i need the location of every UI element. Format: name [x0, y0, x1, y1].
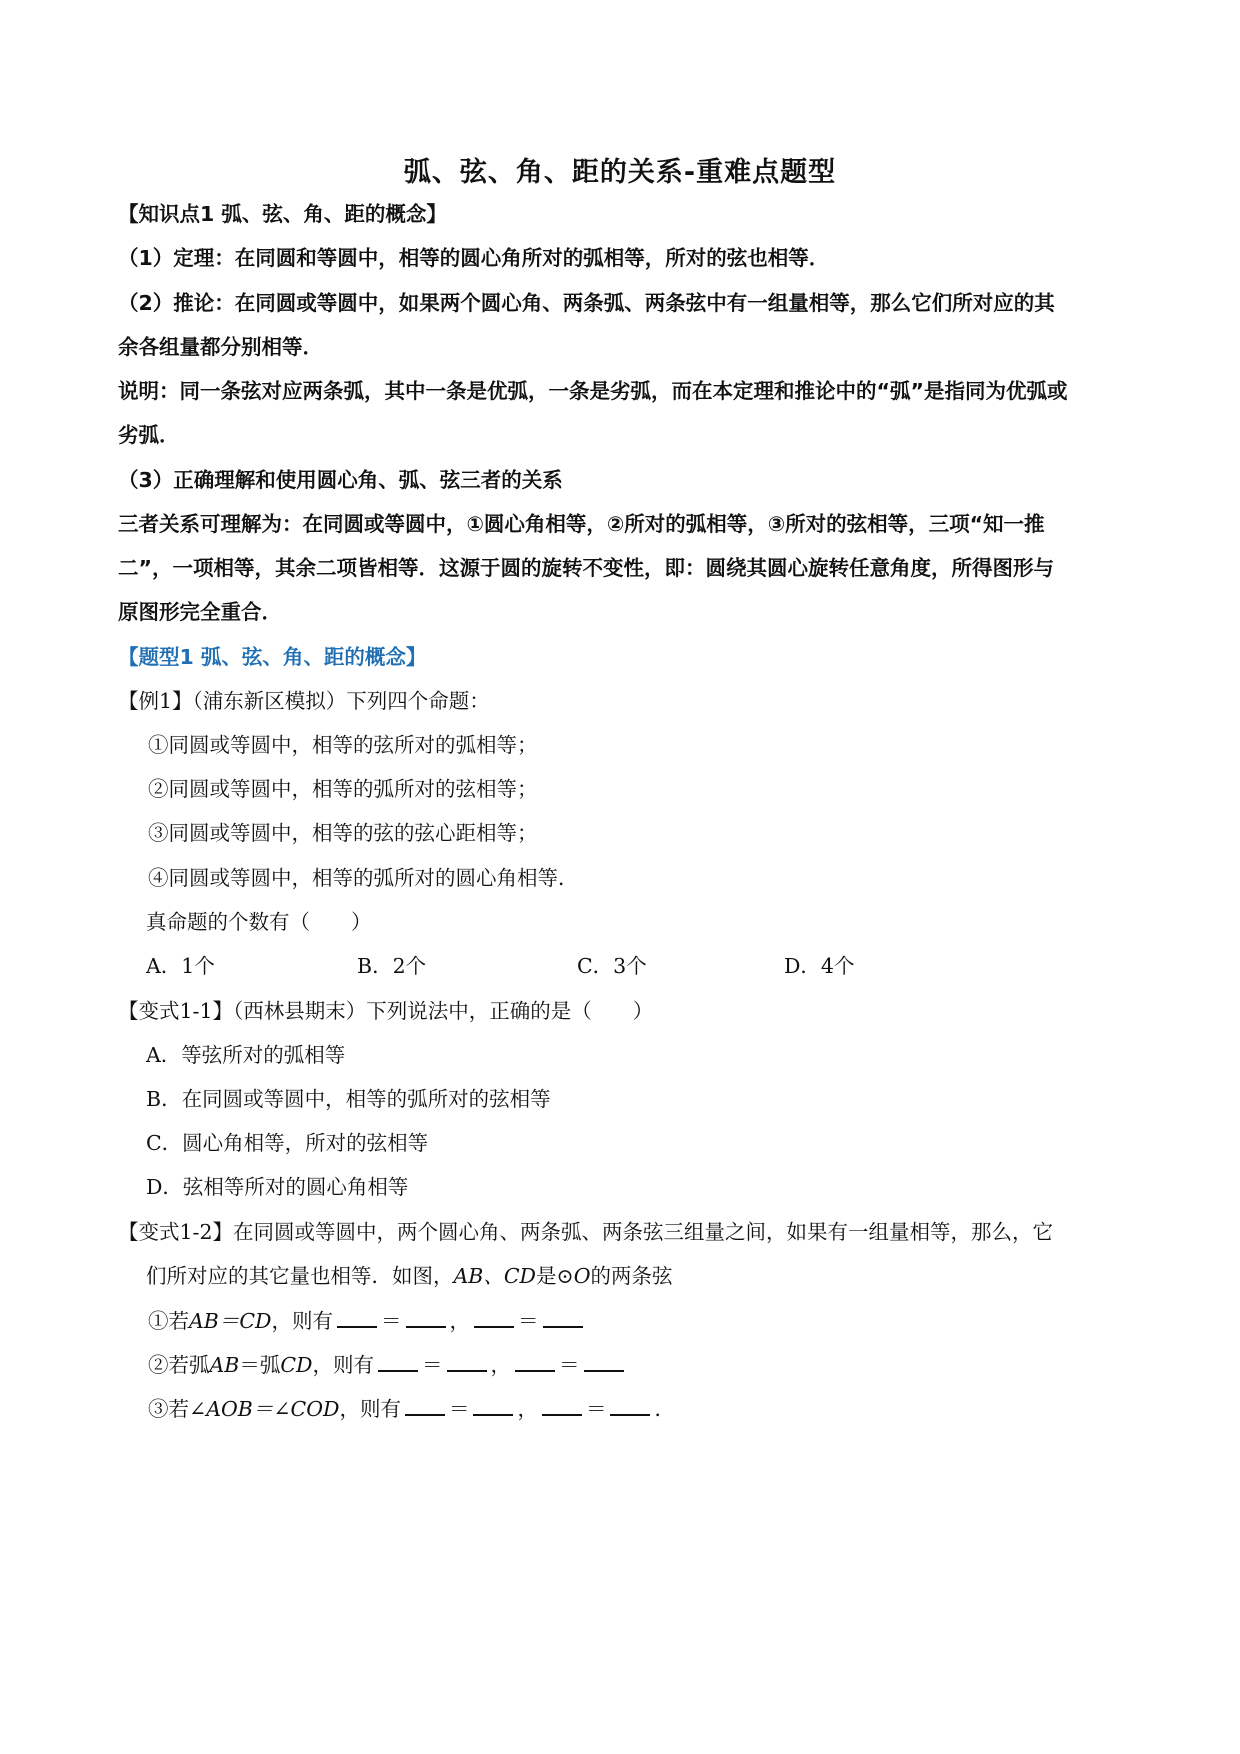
- variant-1-2-stem-1: 【变式1-2】在同圆或等圆中，两个圆心角、两条弧、两条弦三组量之间，如果有一组量相等，那么，它: [118, 1220, 1054, 1244]
- math-expression: AB、CD: [453, 1264, 536, 1288]
- condition-text: ③若∠: [148, 1397, 207, 1421]
- condition-text: ，则有: [339, 1397, 401, 1421]
- question-type-heading: 【题型1 弧、弦、角、距的概念】: [118, 645, 427, 669]
- option-d: D．4个: [784, 954, 855, 978]
- example-1-item: ①同圆或等圆中，相等的弦所对的弧相等；: [148, 733, 538, 757]
- example-1-item: ②同圆或等圆中，相等的弧所对的弦相等；: [148, 777, 538, 801]
- condition-text: ＝弧: [239, 1353, 281, 1377]
- stem-text: 们所对应的其它量也相等．如图，: [146, 1264, 454, 1288]
- equals-sign: ＝: [559, 1353, 580, 1377]
- option-a: A．1个: [146, 954, 215, 978]
- condition-text: ②若弧: [148, 1353, 210, 1377]
- comma: ，: [490, 1353, 511, 1377]
- fill-line-1: [148, 1306, 587, 1335]
- comma: ，: [449, 1309, 470, 1333]
- relation-text-1: 三者关系可理解为：在同圆或等圆中，①圆心角相等，②所对的弧相等，③所对的弦相等，三项“知一推: [118, 512, 1045, 536]
- answer-blank[interactable]: [406, 1306, 446, 1328]
- condition-text: ，则有: [271, 1309, 333, 1333]
- option-c: C．圆心角相等，所对的弦相等: [146, 1131, 429, 1155]
- answer-blank[interactable]: [378, 1350, 418, 1372]
- math-expression: CD: [280, 1353, 313, 1377]
- equals-sign: ＝: [518, 1309, 539, 1333]
- example-1-item: ③同圆或等圆中，相等的弦的弦心距相等；: [148, 821, 538, 845]
- condition-text: ，则有: [312, 1353, 374, 1377]
- fill-line-3: [148, 1394, 675, 1423]
- comma: ，: [517, 1397, 538, 1421]
- note-text-2: 劣弧．: [118, 423, 180, 447]
- option-b: B．2个: [357, 954, 427, 978]
- answer-blank[interactable]: [405, 1394, 445, 1416]
- page-title: 弧、弦、角、距的关系-重难点题型: [403, 157, 837, 188]
- option-c: C．3个: [577, 954, 647, 978]
- corollary-text-2: 余各组量都分别相等．: [118, 335, 323, 359]
- answer-blank[interactable]: [447, 1350, 487, 1372]
- fill-line-2: [148, 1350, 628, 1379]
- relation-text-2: 二”，一项相等，其余二项皆相等．这源于圆的旋转不变性，即：圆绕其圆心旋转任意角度，所得图形与: [118, 556, 1054, 580]
- math-expression: O: [573, 1264, 591, 1288]
- option-b: B．在同圆或等圆中，相等的弧所对的弦相等: [146, 1087, 551, 1111]
- condition-text: ①若: [148, 1309, 189, 1333]
- answer-blank[interactable]: [610, 1394, 650, 1416]
- option-d: D．弦相等所对的圆心角相等: [146, 1175, 409, 1199]
- answer-blank[interactable]: [474, 1306, 514, 1328]
- stem-text: 的两条弦: [590, 1264, 673, 1288]
- period: ．: [654, 1397, 675, 1421]
- math-expression: AB＝CD: [189, 1309, 272, 1333]
- answer-blank[interactable]: [473, 1394, 513, 1416]
- answer-blank[interactable]: [515, 1350, 555, 1372]
- variant-1-1-stem: 【变式1-1】（西林县期末）下列说法中，正确的是（ ）: [118, 999, 654, 1023]
- equals-sign: ＝: [381, 1309, 402, 1333]
- variant-1-2-stem-2: [146, 1262, 673, 1290]
- example-1-item: ④同圆或等圆中，相等的弧所对的圆心角相等．: [148, 866, 579, 890]
- equals-sign: ＝: [422, 1353, 443, 1377]
- answer-blank[interactable]: [542, 1394, 582, 1416]
- knowledge-point-heading: 【知识点1 弧、弦、角、距的概念】: [118, 202, 447, 226]
- example-1-stem: 【例1】（浦东新区模拟）下列四个命题：: [118, 689, 490, 713]
- relation-text-3: 原图形完全重合．: [118, 600, 282, 624]
- math-expression: AB: [209, 1353, 240, 1377]
- answer-blank[interactable]: [584, 1350, 624, 1372]
- relation-heading: （3）正确理解和使用圆心角、弧、弦三者的关系: [118, 468, 563, 492]
- stem-text: 是⊙: [536, 1264, 574, 1288]
- theorem-text: （1）定理：在同圆和等圆中，相等的圆心角所对的弧相等，所对的弦也相等．: [118, 246, 830, 270]
- equals-sign: ＝: [585, 1397, 607, 1421]
- math-expression: AOB＝∠COD: [206, 1397, 340, 1421]
- equals-sign: ＝: [448, 1397, 470, 1421]
- example-1-question: 真命题的个数有（ ）: [146, 910, 372, 934]
- answer-blank[interactable]: [337, 1306, 377, 1328]
- corollary-text-1: （2）推论：在同圆或等圆中，如果两个圆心角、两条弧、两条弦中有一组量相等，那么它们所对应的其: [118, 291, 1055, 315]
- option-a: A．等弦所对的弧相等: [146, 1043, 346, 1067]
- answer-blank[interactable]: [543, 1306, 583, 1328]
- note-text-1: 说明：同一条弦对应两条弧，其中一条是优弧，一条是劣弧，而在本定理和推论中的“弧”是指同为优弧或: [118, 379, 1068, 403]
